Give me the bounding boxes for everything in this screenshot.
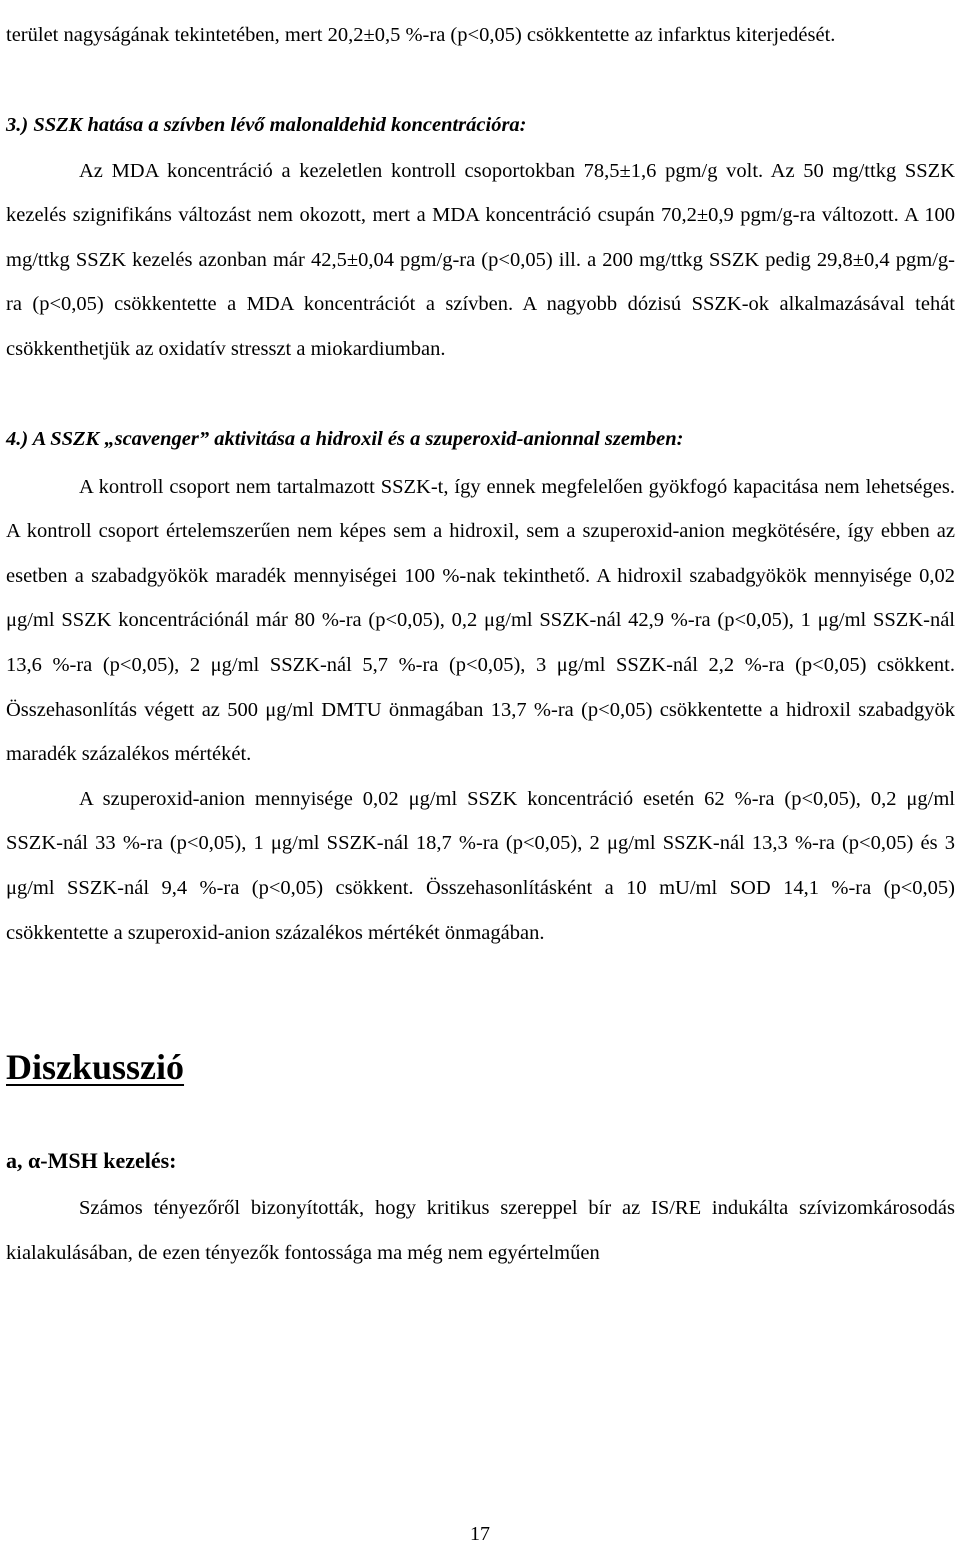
- discussion-title: Diszkusszió: [6, 1047, 185, 1088]
- paragraph-hydroxyl: A kontroll csoport nem tartalmazott SSZK-t, így ennek megfelelően gyökfogó kapacitása nem lehetséges. A kontroll csoport értelemszerűen nem képes sem a hidroxil, sem a szuperoxid-anion megkötésére, így ebben az esetben a szabadgyökök maradék mennyiségei 100 %-nak tekinthető. A hidroxil szabadgyökök mennyisége 0,02 μg/ml SSZK koncentrációnál már 80 %-ra (p<0,05), 0,2 μg/ml SSZK-nál 42,9 %-ra (p<0,05), 1 μg/ml SSZK-nál 13,6 %-ra (p<0,05), 2 μg/ml SSZK-nál 5,7 %-ra (p<0,05), 3 μg/ml SSZK-nál 2,2 %-ra (p<0,05) csökkent. Összehasonlítás végett az 500 μg/ml DMTU önmagában 13,7 %-ra (p<0,05) csökkentette a hidroxil szabadgyök maradék százalékos mértékét.: [6, 475, 955, 766]
- paragraph-mda: Az MDA koncentráció a kezeletlen kontroll csoportokban 78,5±1,6 pgm/g volt. Az 50 mg/ttkg SSZK kezelés szignifikáns változást nem okozott, mert a MDA koncentráció csupán 70,2±0,9 pgm/g-ra változott. A 100 mg/ttkg SSZK kezelés azonban már 42,5±0,04 pgm/g-ra (p<0,05) ill. a 200 mg/ttkg SSZK pedig 29,8±0,4 pgm/g-ra (p<0,05) csökkentette a MDA koncentrációt a szívben. A nagyobb dózisú SSZK-ok alkalmazásával tehát csökkenthetjük az oxidatív stresszt a miokardiumban.: [6, 159, 955, 360]
- paragraph-discussion-intro: Számos tényezőről bizonyították, hogy kritikus szereppel bír az IS/RE indukálta szívizomkárosodás kialakulásában, de ezen tényezők fontossága ma még nem egyértelműen: [6, 1197, 955, 1264]
- section-heading-4: 4.) A SSZK „scavenger” aktivitása a hidroxil és a szuperoxid-anionnal szemben:: [6, 427, 684, 450]
- paragraph-infarct-size: terület nagyságának tekintetében, mert 20,2±0,5 %-ra (p<0,05) csökkentette az infarktus kiterjedését.: [6, 24, 836, 46]
- paragraph-superoxide: A szuperoxid-anion mennyisége 0,02 μg/ml SSZK koncentráció esetén 62 %-ra (p<0,05), 0,2 μg/ml SSZK-nál 33 %-ra (p<0,05), 1 μg/ml SSZK-nál 18,7 %-ra (p<0,05), 2 μg/ml SSZK-nál 13,3 %-ra (p<0,05) és 3 μg/ml SSZK-nál 9,4 %-ra (p<0,05) csökkent. Összehasonlításként a 10 mU/ml SOD 14,1 %-ra (p<0,05) csökkentette a szuperoxid-anion százalékos mértékét önmagában.: [6, 787, 955, 944]
- page-number: 17: [470, 1523, 490, 1545]
- subsection-heading-msh: a, α-MSH kezelés:: [6, 1148, 177, 1174]
- document-page: [6, 0, 955, 1275]
- section-heading-3: 3.) SSZK hatása a szívben lévő malonaldehid koncentrációra:: [6, 113, 527, 136]
